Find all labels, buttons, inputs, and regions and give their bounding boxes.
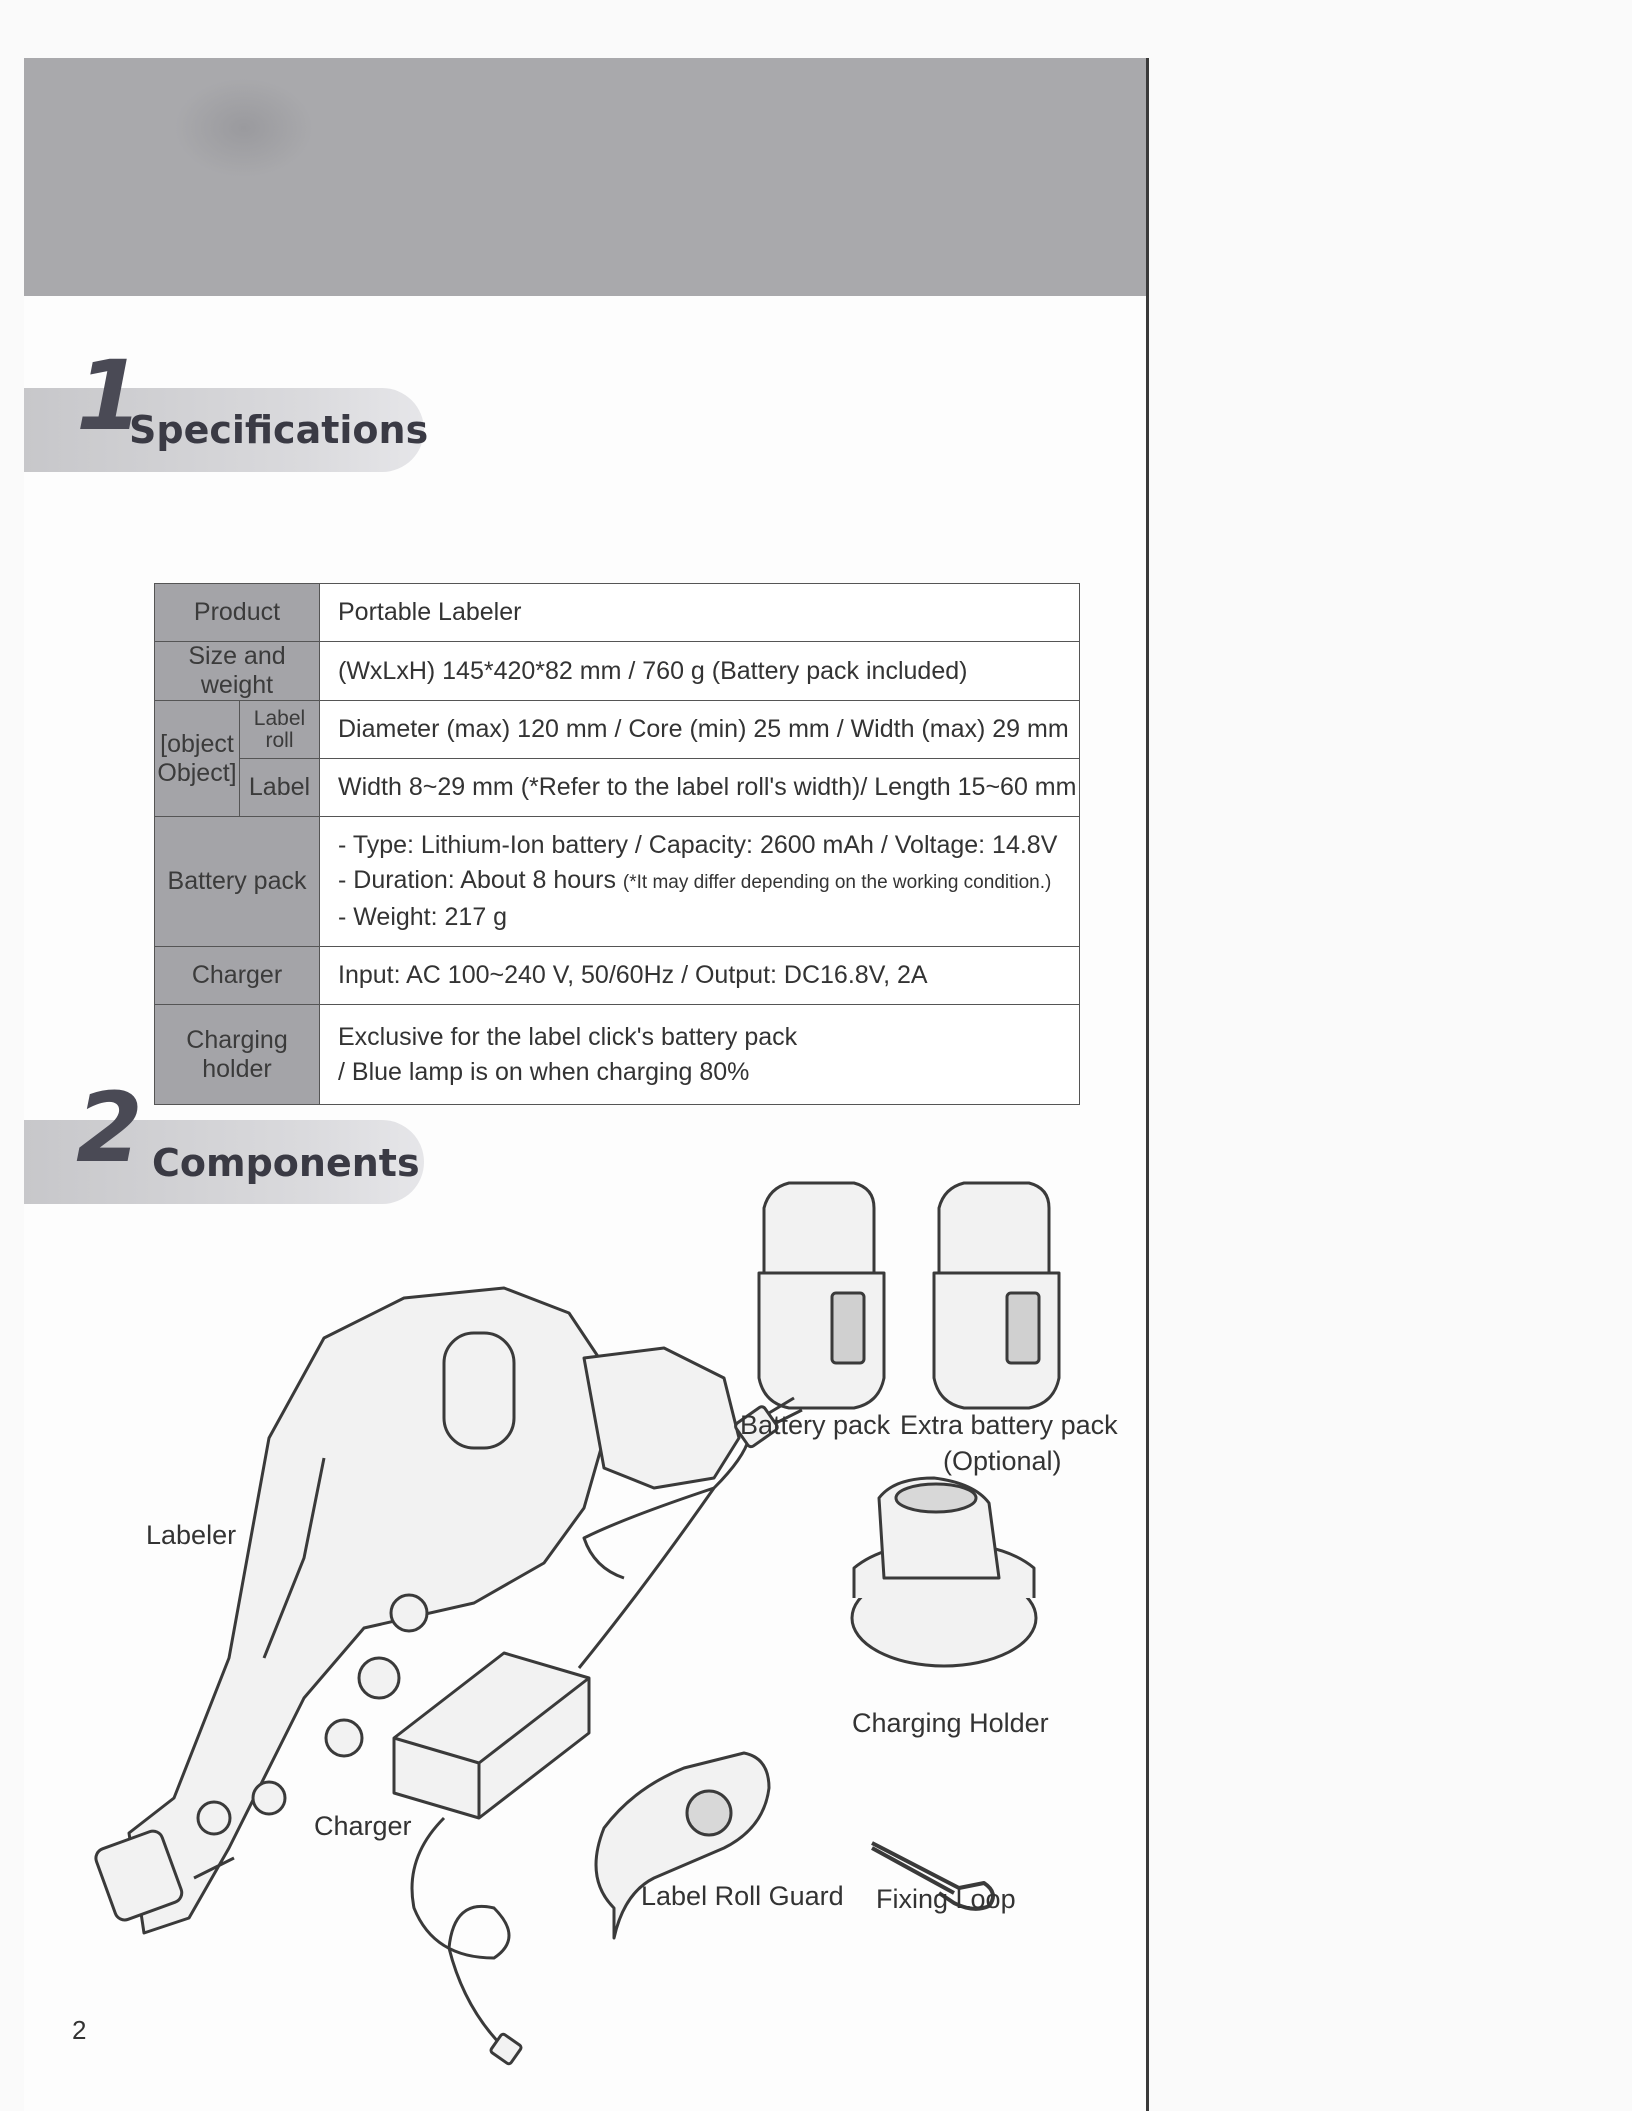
extra-battery-pack-image bbox=[934, 1183, 1059, 1408]
row-sublabel-label-roll: Label roll bbox=[240, 701, 320, 759]
row-sublabel-label: Label bbox=[240, 759, 320, 817]
row-label-charger: Charger bbox=[155, 947, 320, 1005]
page-number: 2 bbox=[72, 2015, 87, 2045]
row-value-size-weight: (WxLxH) 145*420*82 mm / 760 g (Battery pack included) bbox=[320, 642, 1080, 701]
caption-charger: Charger bbox=[314, 1811, 412, 1841]
battery-duration: - Duration: About 8 hours bbox=[338, 866, 623, 894]
row-value-product: Portable Labeler bbox=[320, 584, 1080, 642]
battery-duration-note: (*It may differ depending on the working condition.) bbox=[622, 872, 1052, 893]
specifications-title: Specifications bbox=[129, 408, 429, 452]
battery-pack-image bbox=[759, 1183, 884, 1408]
caption-label-roll-guard: Label Roll Guard bbox=[641, 1881, 844, 1911]
row-label-usable: [object Object] bbox=[155, 701, 240, 817]
row-value-label: Width 8~29 mm (*Refer to the label roll's width)/ Length 15~60 mm bbox=[320, 759, 1080, 817]
caption-battery-pack: Battery pack bbox=[740, 1410, 891, 1440]
components-illustration bbox=[24, 58, 1146, 2111]
charging-holder-line-2: / Blue lamp is on when charging 80% bbox=[338, 1057, 750, 1086]
charging-holder-image bbox=[852, 1478, 1036, 1666]
row-label-size-weight: Size and weight bbox=[155, 642, 320, 701]
caption-charging-holder: Charging Holder bbox=[852, 1708, 1049, 1738]
row-value-charger: Input: AC 100~240 V, 50/60Hz / Output: DC16.8V, 2A bbox=[320, 947, 1080, 1005]
charging-holder-label-1: Charging bbox=[186, 1025, 288, 1054]
row-label-battery-pack: Battery pack bbox=[155, 817, 320, 947]
caption-extra-battery-optional: (Optional) bbox=[943, 1446, 1062, 1476]
components-number: 2 bbox=[76, 1072, 143, 1184]
charging-holder-line-1: Exclusive for the label click's battery pack bbox=[338, 1022, 798, 1051]
specifications-number: 1 bbox=[76, 340, 143, 452]
caption-extra-battery-pack: Extra battery pack bbox=[900, 1410, 1118, 1440]
battery-line-3: - Weight: 217 g bbox=[338, 903, 508, 931]
row-label-product: Product bbox=[155, 584, 320, 642]
components-title: Components bbox=[152, 1141, 420, 1185]
row-value-label-roll: Diameter (max) 120 mm / Core (min) 25 mm / Width (max) 29 mm bbox=[320, 701, 1080, 759]
manual-page bbox=[24, 58, 1149, 2111]
caption-fixing-loop: Fixing Loop bbox=[876, 1884, 1016, 1914]
battery-line-1: - Type: Lithium-Ion battery / Capacity: 2600 mAh / Voltage: 14.8V bbox=[338, 831, 1058, 859]
caption-labeler: Labeler bbox=[146, 1520, 237, 1550]
charging-holder-label-2: holder bbox=[202, 1054, 272, 1083]
